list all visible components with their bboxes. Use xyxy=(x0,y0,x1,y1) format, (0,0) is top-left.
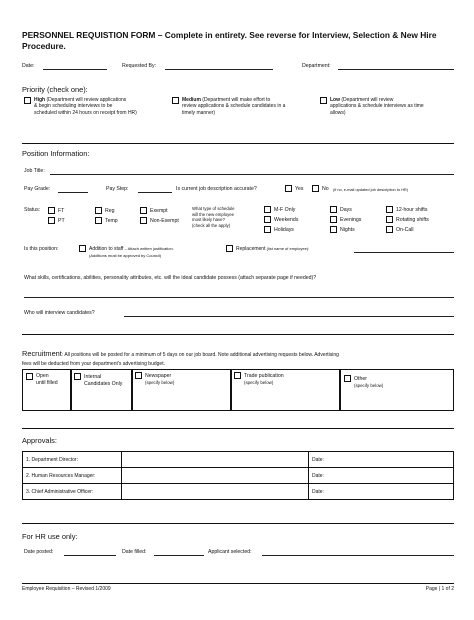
recruit-internal-label2: Candidates Only xyxy=(84,380,123,387)
footer-left: Employee Requisition – Revised 1/2009 xyxy=(22,586,111,592)
form-title xyxy=(22,30,462,52)
recruitment-text xyxy=(22,343,454,368)
status-non-exempt-label: Non-Exempt xyxy=(150,218,179,224)
applicant-selected-field[interactable] xyxy=(262,555,454,556)
sched-evenings-label: Evenings xyxy=(340,217,362,223)
job-title-label: Job Title: xyxy=(24,168,45,174)
job-title-field[interactable] xyxy=(50,174,454,175)
priority-medium-checkbox[interactable] xyxy=(172,97,179,104)
recruitment-note1: : All positions will be posted for a minimum of 5 days on our job board. Note additional advertising requests below. Advertising xyxy=(61,352,339,358)
form-title-line1: PERSONNEL REQUISTION FORM – Complete in entirety. See reverse for Interview, Selection & New Hire xyxy=(22,30,437,40)
recruit-newspaper-label: Newspaper xyxy=(145,373,172,379)
is-position-label: Is this position: xyxy=(24,246,59,252)
jd-yes-label: Yes xyxy=(295,186,304,192)
status-reg-checkbox[interactable] xyxy=(95,207,102,214)
recruit-trade-label: Trade publication xyxy=(244,373,284,379)
date-filled-field[interactable] xyxy=(154,555,204,556)
jd-no-checkbox[interactable] xyxy=(312,185,319,192)
schedule-question xyxy=(192,206,235,228)
approval-signature[interactable] xyxy=(122,452,309,468)
status-label: Status: xyxy=(24,207,41,213)
priority-medium-text xyxy=(182,97,312,116)
priority-high-desc1: (Department will review applications xyxy=(46,97,127,103)
status-pt-checkbox[interactable] xyxy=(48,217,55,224)
recruit-internal-text xyxy=(84,374,122,387)
skills-field[interactable] xyxy=(24,297,454,298)
sched-12hr-label: 12-hour shifts xyxy=(396,207,428,213)
approval-row xyxy=(23,468,454,484)
department-field[interactable] xyxy=(338,69,454,70)
status-pt-label: PT xyxy=(58,218,65,224)
priority-high-desc2: & begin scheduling interviews to be xyxy=(34,103,113,110)
status-temp-label: Temp xyxy=(105,218,118,224)
approval-date[interactable]: Date: xyxy=(309,452,454,468)
approval-label: 1. Department Director: xyxy=(23,452,122,468)
replacement-checkbox[interactable] xyxy=(226,245,233,252)
recruit-open-checkbox[interactable] xyxy=(26,373,33,380)
approval-label: 3. Chief Administrative Officer: xyxy=(23,484,122,500)
sched-nights-label: Nights xyxy=(340,227,355,233)
priority-high-checkbox[interactable] xyxy=(24,97,31,104)
recruit-open-label: Open xyxy=(36,373,49,379)
approval-row xyxy=(23,484,454,500)
applicant-selected-label: Applicant selected: xyxy=(208,549,252,555)
recruit-other-label2: (specify below) xyxy=(354,382,384,388)
footer-right: Page | 1 of 2 xyxy=(425,586,454,592)
replacement-label: Replacement xyxy=(236,246,266,252)
addition-note: – Attach written justification. xyxy=(123,246,174,251)
recruit-open-label2: until filled xyxy=(36,379,58,386)
recruit-internal-label: Internal xyxy=(84,374,102,380)
status-reg-label: Reg xyxy=(105,208,115,214)
jd-question-label: Is current job description accurate? xyxy=(176,186,257,192)
date-label: Date: xyxy=(22,63,35,69)
recruit-open-text xyxy=(36,373,58,386)
recruit-internal-checkbox[interactable] xyxy=(74,373,81,380)
priority-high-text xyxy=(34,97,164,116)
sched-mf-label: M-F Only xyxy=(274,207,296,213)
recruit-trade-label2: (specify below) xyxy=(244,379,274,385)
sched-mf-checkbox[interactable] xyxy=(264,206,271,213)
divider-recruitment xyxy=(22,428,454,429)
schedule-q2: will the new employee xyxy=(192,211,235,217)
approval-date[interactable]: Date: xyxy=(309,484,454,500)
approval-row xyxy=(23,452,454,468)
pay-step-label: Pay Step: xyxy=(106,186,129,192)
recruit-trade-text xyxy=(244,373,284,386)
jd-yes-checkbox[interactable] xyxy=(285,185,292,192)
approvals-heading: Approvals: xyxy=(22,436,57,445)
priority-low-desc1: (Department will review xyxy=(341,97,394,103)
priority-medium-desc3: timely manner) xyxy=(182,109,216,116)
form-title-line2: Procedure. xyxy=(22,41,66,51)
approval-date[interactable]: Date: xyxy=(309,468,454,484)
sched-days-checkbox[interactable] xyxy=(330,206,337,213)
status-non-exempt-checkbox[interactable] xyxy=(140,217,147,224)
addition-note2: (Additions must be approved by Council) xyxy=(89,253,162,258)
recruit-other-label: Other xyxy=(354,376,367,382)
divider-position xyxy=(22,334,454,335)
approval-signature[interactable] xyxy=(122,484,309,500)
priority-low-checkbox[interactable] xyxy=(320,97,327,104)
priority-low-desc3: allows) xyxy=(330,109,346,116)
priority-medium-desc1: (Department will make effort to xyxy=(202,97,271,103)
priority-high-desc3: scheduled within 24 hours on receipt from HR) xyxy=(34,109,137,116)
status-temp-checkbox[interactable] xyxy=(95,217,102,224)
addition-checkbox[interactable] xyxy=(79,245,86,252)
interviewers-label: Who will interview candidates? xyxy=(24,310,95,316)
sched-weekends-checkbox[interactable] xyxy=(264,216,271,223)
priority-low-desc2: applications & schedule interviews as time xyxy=(330,103,424,110)
divider-approvals xyxy=(22,523,454,524)
replacement-note: (list name of employee): xyxy=(265,246,310,251)
date-posted-field[interactable] xyxy=(64,555,116,556)
recruit-other-checkbox[interactable] xyxy=(344,375,351,382)
sched-holidays-label: Holidays xyxy=(274,227,294,233)
sched-evenings-checkbox[interactable] xyxy=(330,216,337,223)
recruitment-heading: Recruitment xyxy=(22,349,62,358)
pay-step-field[interactable] xyxy=(138,192,172,193)
sched-days-label: Days xyxy=(340,207,352,213)
schedule-q1: What type of schedule xyxy=(192,206,235,211)
sched-rotating-label: Rotating shifts xyxy=(396,217,429,223)
sched-weekends-label: Weekends xyxy=(274,217,299,223)
recruit-trade-checkbox[interactable] xyxy=(234,372,241,379)
sched-rotating-checkbox[interactable] xyxy=(386,216,393,223)
approvals-table xyxy=(22,451,454,500)
approval-signature[interactable] xyxy=(122,468,309,484)
sched-oncall-checkbox[interactable] xyxy=(386,226,393,233)
jd-no-note: (if no, e-mail updated job description to HR) xyxy=(333,187,409,192)
recruit-other-text xyxy=(354,376,383,389)
status-ft-label: FT xyxy=(58,208,65,214)
replacement-text xyxy=(236,246,309,252)
jd-no-label: No xyxy=(322,186,329,192)
priority-low-text xyxy=(330,97,454,116)
recruit-newspaper-checkbox[interactable] xyxy=(135,372,142,379)
pay-grade-label: Pay Grade: xyxy=(24,186,51,192)
priority-heading: Priority (check one): xyxy=(22,85,88,94)
sched-holidays-checkbox[interactable] xyxy=(264,226,271,233)
pay-grade-field[interactable] xyxy=(58,192,88,193)
status-exempt-checkbox[interactable] xyxy=(140,207,147,214)
requested-by-label: Requested By: xyxy=(122,63,157,69)
footer-divider xyxy=(22,583,454,584)
sched-nights-checkbox[interactable] xyxy=(330,226,337,233)
addition-text xyxy=(89,246,174,252)
recruit-newspaper-text xyxy=(145,373,174,386)
status-exempt-label: Exempt xyxy=(150,208,168,214)
replacement-name-field[interactable] xyxy=(354,252,454,253)
date-filled-label: Date filled: xyxy=(122,549,147,555)
hr-use-heading: For HR use only: xyxy=(22,532,78,541)
department-label: Department: xyxy=(302,63,331,69)
requested-by-field[interactable] xyxy=(165,69,273,70)
sched-12hr-checkbox[interactable] xyxy=(386,206,393,213)
date-posted-label: Date posted: xyxy=(24,549,54,555)
recruitment-note2: fees will be deducted from your department's advertising budget. xyxy=(22,361,165,367)
priority-low-label: Low xyxy=(330,97,340,103)
priority-high-label: High xyxy=(34,97,46,103)
interviewers-field[interactable] xyxy=(124,316,454,317)
schedule-q3: most likely have? xyxy=(192,217,225,223)
schedule-q4: (check all the apply) xyxy=(192,222,231,228)
approval-label: 2. Human Resources Manager: xyxy=(23,468,122,484)
priority-medium-desc2: review applications & schedule candidates in a xyxy=(182,103,286,110)
recruit-newspaper-label2: (specify below) xyxy=(145,379,175,385)
position-heading: Position Information: xyxy=(22,149,90,158)
addition-label: Addition to staff xyxy=(89,246,124,252)
status-ft-checkbox[interactable] xyxy=(48,207,55,214)
sched-oncall-label: On-Call xyxy=(396,227,414,233)
date-field[interactable] xyxy=(43,69,107,70)
divider-priority xyxy=(22,143,454,144)
skills-question: What skills, certifications, abilities, personality attributes, etc. will the ideal candidate possess (attach separate page if needed)? xyxy=(24,275,317,281)
priority-medium-label: Medium xyxy=(182,97,201,103)
